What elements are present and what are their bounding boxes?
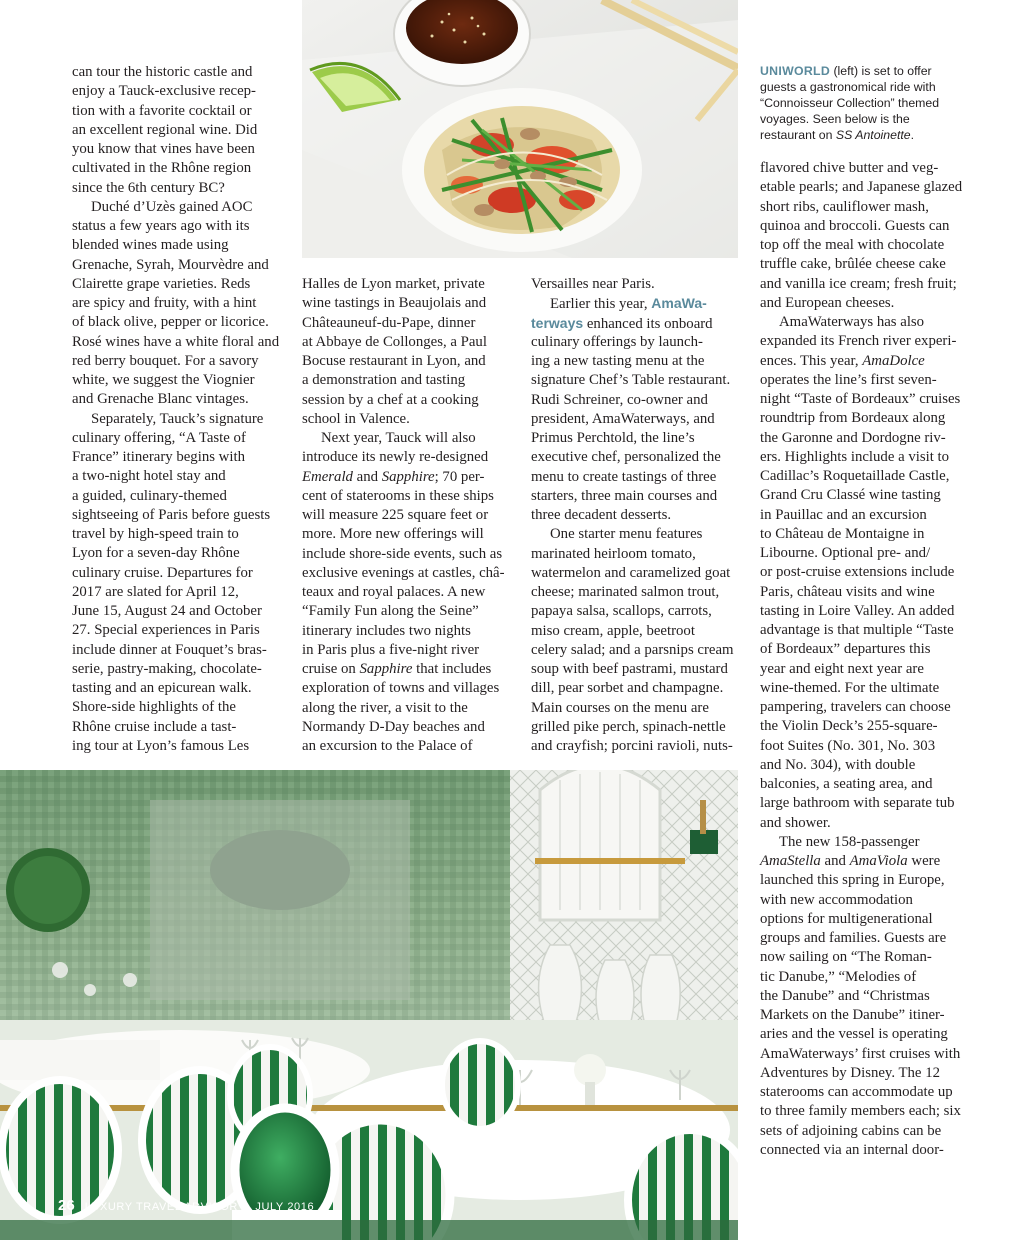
text-line: Duché d’Uzès gained AOC <box>91 198 253 215</box>
text-line: options for multigenerational <box>760 910 933 927</box>
text-line: red berry bouquet. For a savory <box>72 352 259 369</box>
text-line: Rudi Schreiner, co-owner and <box>531 391 708 408</box>
text-line: exploration of towns and villages <box>302 680 500 697</box>
text-line: in Paris plus a five-night river <box>302 641 480 658</box>
text-line: flavored chive butter and veg- <box>760 160 939 176</box>
text-line: an excursion to the Palace of <box>302 738 473 754</box>
footer-separator: | <box>244 1201 249 1213</box>
restaurant-photo-illustration <box>0 770 738 1240</box>
text-line <box>760 352 970 371</box>
text-line: marinated heirloom tomato, <box>531 545 696 562</box>
text-line: Separately, Tauck’s signature <box>91 410 264 427</box>
food-photo-illustration <box>302 0 738 258</box>
text-line <box>531 314 741 333</box>
text-run: and <box>352 468 382 485</box>
text-line: and vanilla ice cream; fresh fruit; <box>760 275 957 292</box>
text-line: signature Chef’s Table restaurant. <box>531 372 731 389</box>
text-line: more. More new offerings will <box>302 526 484 543</box>
text-line: Rosé wines have a white floral and <box>72 333 280 350</box>
brand-name: AmaWa- <box>651 295 707 312</box>
text-line: school in Valence. <box>302 410 410 427</box>
issue-date: JULY 2016 <box>255 1201 315 1213</box>
text-run: ; 70 per- <box>434 468 485 485</box>
text-line <box>531 294 741 313</box>
text-line: launched this spring in Europe, <box>760 872 945 889</box>
article-column-4 <box>760 159 970 1160</box>
text-line: and No. 304), with double <box>760 756 916 773</box>
text-line: expanded its French river experi- <box>760 333 957 350</box>
caption-line <box>760 127 975 143</box>
caption-text: (left) is set to offer <box>830 64 932 78</box>
text-line: Lyon for a seven-day Rhône <box>72 545 240 562</box>
text-line <box>760 852 970 871</box>
text-line: tasting and an epicurean walk. <box>72 680 252 696</box>
text-line: starters, three main courses and <box>531 487 718 504</box>
page-footer <box>58 1197 314 1214</box>
text-run: Earlier this year, <box>550 296 652 313</box>
text-line: Libourne. Optional pre- and/ <box>760 545 931 561</box>
text-run: ences. This year, <box>760 352 863 369</box>
text-line: and crayfish; porcini ravioli, nuts- <box>531 738 733 754</box>
text-line: a guided, culinary-themed <box>72 487 227 504</box>
caption-brand: UNIWORLD <box>760 64 831 78</box>
text-line: Rhône cruise include a tast- <box>72 718 237 735</box>
text-line: wine-themed. For the ultimate <box>760 679 940 696</box>
text-line: Bocuse restaurant in Lyon, and <box>302 353 486 369</box>
text-line: truffle cake, brûlée cheese cake <box>760 256 946 273</box>
text-line: cheese; marinated salmon trout, <box>531 584 720 600</box>
text-line: Paris, château visits and wine <box>760 583 935 600</box>
article-column-3 <box>531 275 741 756</box>
text-line: celery salad; and a parsnips cream <box>531 641 734 658</box>
text-line: Next year, Tauck will also <box>321 430 476 446</box>
text-line: serie, pastry-making, chocolate- <box>72 660 262 677</box>
text-line: miso cream, apple, beetroot <box>531 622 695 639</box>
text-line: grilled pike perch, spinach-nettle <box>531 718 726 735</box>
text-line: operates the line’s first seven- <box>760 371 937 388</box>
text-line: three decadent desserts. <box>531 507 672 523</box>
ship-name: AmaStella <box>760 853 821 869</box>
text-line: executive chef, personalized the <box>531 449 721 466</box>
text-line: Versailles near Paris. <box>531 276 655 292</box>
text-line: Markets on the Danube” itiner- <box>760 1007 945 1023</box>
text-line: to Château de Montaigne in <box>760 525 925 542</box>
text-line: to three family members each; six <box>760 1103 961 1120</box>
text-line: etable pearls; and Japanese glazed <box>760 179 963 196</box>
text-line: and European cheeses. <box>760 294 895 311</box>
publication-name: LUXURY TRAVEL ADVISOR <box>84 1201 238 1213</box>
ship-name: Emerald <box>302 468 353 485</box>
text-line: ers. Highlights include a visit to <box>760 448 950 465</box>
text-line: are spicy and fruity, with a hint <box>72 295 257 311</box>
text-line: enjoy a Tauck-exclusive recep- <box>72 83 256 100</box>
caption-line: guests a gastronomical ride with <box>760 80 936 95</box>
text-line: an excellent regional wine. Did <box>72 121 258 138</box>
text-line <box>302 468 512 487</box>
text-line: the Garonne and Dordogne riv- <box>760 429 946 446</box>
text-line: cent of staterooms in these ships <box>302 487 494 504</box>
text-line: or post-cruise extensions include <box>760 564 955 581</box>
text-line: large bathroom with separate tub <box>760 795 955 812</box>
text-line: short ribs, cauliflower mash, <box>760 198 929 215</box>
article-column-1 <box>72 63 282 756</box>
text-line: status a few years ago with its <box>72 218 250 234</box>
text-line: itinerary includes two nights <box>302 622 471 639</box>
text-line: tasting in Loire Valley. An added <box>760 602 955 619</box>
text-line: Châteauneuf-du-Pape, dinner <box>302 314 476 331</box>
text-run: that includes <box>412 661 492 677</box>
text-line: staterooms can accommodate up <box>760 1084 953 1100</box>
text-line: soup with beef pastrami, mustard <box>531 661 728 677</box>
text-line: Grand Cru Classé wine tasting <box>760 487 941 504</box>
text-line: teaux and royal palaces. A new <box>302 584 486 600</box>
ship-name: Sapphire <box>359 661 413 677</box>
text-line: you know that vines have been <box>72 141 255 157</box>
text-line: of Bordeaux” departures this <box>760 641 931 658</box>
text-line: Shore-side highlights of the <box>72 699 236 716</box>
text-line: One starter menu features <box>550 526 703 543</box>
text-run: and <box>820 853 850 869</box>
text-line: culinary offering, “A Taste of <box>72 429 246 446</box>
text-line: 2017 are slated for April 12, <box>72 583 239 600</box>
text-line: president, AmaWaterways, and <box>531 410 715 427</box>
text-line: AmaWaterways has also <box>779 314 925 330</box>
text-run: enhanced its onboard <box>583 315 713 332</box>
text-line: of black olive, pepper or licorice. <box>72 314 269 331</box>
text-line: aries and the vessel is operating <box>760 1026 948 1043</box>
text-line: papaya salsa, scallops, carrots, <box>531 603 712 620</box>
text-line: top off the meal with chocolate <box>760 237 945 253</box>
text-line: Adventures by Disney. The 12 <box>760 1064 940 1081</box>
text-line: along the river, a visit to the <box>302 699 468 716</box>
caption-line: “Connoisseur Collection” themed <box>760 96 940 111</box>
text-line: and shower. <box>760 814 831 831</box>
text-line: menu to create tastings of three <box>531 468 717 485</box>
text-line: exclusive evenings at castles, châ- <box>302 564 505 581</box>
text-line: watermelon and caramelized goat <box>531 564 731 581</box>
caption-text: . <box>910 128 915 143</box>
text-line: the Danube” and “Christmas <box>760 987 930 1004</box>
text-line: ing tour at Lyon’s famous Les <box>72 737 250 754</box>
text-line: tic Danube,” “Melodies of <box>760 968 917 985</box>
food-photo <box>302 0 738 258</box>
text-line: tion with a favorite cocktail or <box>72 102 252 119</box>
text-line <box>302 660 512 679</box>
ship-name: Sapphire <box>381 468 435 485</box>
article-column-2 <box>302 275 512 756</box>
photo-caption <box>760 63 975 143</box>
text-line: ing a new tasting menu at the <box>531 353 705 369</box>
text-line: blended wines made using <box>72 237 229 254</box>
text-line: roundtrip from Bordeaux along <box>760 410 946 427</box>
text-line: quinoa and broccoli. Guests can <box>760 217 950 234</box>
text-line: wine tastings in Beaujolais and <box>302 295 487 312</box>
text-line: dill, pear sorbet and champagne. <box>531 680 724 697</box>
text-line: since the 6th century BC? <box>72 179 225 196</box>
text-line: groups and families. Guests are <box>760 930 947 946</box>
text-line: The new 158-passenger <box>779 833 920 850</box>
text-line: the Violin Deck’s 255-square- <box>760 718 938 735</box>
text-line: at Abbaye de Collonges, a Paul <box>302 333 487 350</box>
text-line: 27. Special experiences in Paris <box>72 622 260 639</box>
text-line: a two-night hotel stay and <box>72 468 226 485</box>
ship-name: AmaViola <box>849 853 908 869</box>
text-line: foot Suites (No. 301, No. 303 <box>760 737 936 754</box>
restaurant-photo <box>0 770 738 1240</box>
text-line: cultivated in the Rhône region <box>72 160 252 177</box>
text-line: with new accommodation <box>760 891 913 908</box>
text-line: can tour the historic castle and <box>72 64 253 80</box>
text-line: connected via an internal door- <box>760 1141 944 1158</box>
text-line: will measure 225 square feet or <box>302 507 489 523</box>
text-line: advantage is that multiple “Taste <box>760 622 954 638</box>
text-line: session by a chef at a cooking <box>302 391 479 408</box>
caption-ship-name: SS Antoinette <box>835 128 911 143</box>
brand-name: terways <box>531 314 584 331</box>
text-line: AmaWaterways’ first cruises with <box>760 1045 961 1062</box>
ship-name: AmaDolce <box>862 352 925 369</box>
text-line: and Grenache Blanc vintages. <box>72 391 249 408</box>
text-line: culinary cruise. Departures for <box>72 564 253 581</box>
text-line: night “Taste of Bordeaux” cruises <box>760 391 961 407</box>
text-line: a demonstration and tasting <box>302 372 466 389</box>
caption-line <box>760 63 975 79</box>
text-line: year and eight next year are <box>760 660 924 677</box>
text-line: Halles de Lyon market, private <box>302 276 485 292</box>
text-run: cruise on <box>302 661 360 677</box>
text-line: now sailing on “The Roman- <box>760 949 932 966</box>
text-line: in Pauillac and an excursion <box>760 506 927 523</box>
text-line: Normandy D-Day beaches and <box>302 718 485 735</box>
text-line: include shore-side events, such as <box>302 545 503 562</box>
text-line: white, we suggest the Viognier <box>72 372 255 388</box>
text-line: pampering, travelers can choose <box>760 699 951 715</box>
text-line: France” itinerary begins with <box>72 449 245 465</box>
text-line: travel by high-speed train to <box>72 526 239 542</box>
text-line: Cadillac’s Roquetaillade Castle, <box>760 468 950 484</box>
text-line: sightseeing of Paris before guests <box>72 506 271 523</box>
text-line: include dinner at Fouquet’s bras- <box>72 641 267 658</box>
caption-text: restaurant on <box>760 128 836 143</box>
text-line: June 15, August 24 and October <box>72 603 262 619</box>
text-line: Main courses on the menu are <box>531 699 709 716</box>
text-line: sets of adjoining cabins can be <box>760 1122 942 1139</box>
text-line: Grenache, Syrah, Mourvèdre and <box>72 256 269 273</box>
page-number: 26 <box>58 1197 75 1214</box>
text-run: were <box>907 853 941 869</box>
text-line: Clairette grape varieties. Reds <box>72 275 251 292</box>
text-line: culinary offerings by launch- <box>531 333 703 350</box>
text-line: balconies, a seating area, and <box>760 776 933 792</box>
caption-line: voyages. Seen below is the <box>760 112 910 127</box>
text-line: “Family Fun along the Seine” <box>302 603 479 620</box>
text-line: Primus Perchtold, the line’s <box>531 430 695 446</box>
text-line: introduce its newly re-designed <box>302 449 489 466</box>
